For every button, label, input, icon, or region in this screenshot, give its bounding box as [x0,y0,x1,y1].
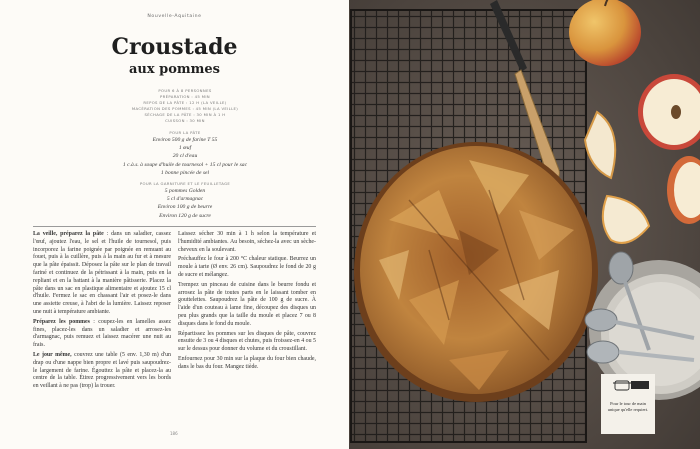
instruction-paragraph: Répartissez les pommes sur les disques de pâte, couvrez ensuite de 3 ou 4 disques et chutes, puis froissez-en 4 ou 5 sur le dessus pour donner du volume et du croustillant. [178,330,316,353]
photo-caption: Pour le tour de main unique qu'elle requiert. [607,401,649,412]
section-label: Nouvelle-Aquitaine [147,14,202,19]
instruction-paragraph: Laissez sécher 30 min à 1 h selon la température et l'humidité ambiantes. Au besoin, séchez-la avec un sèche-cheveux en la soulevant. [178,231,316,253]
instruction-paragraph: Enfournez pour 30 min sur la plaque du four bien chaude, dans le bas du four. Mangez tiède. [178,355,316,370]
ingredient-item: 20 cl d'eau [172,153,198,160]
page-subtitle: aux pommes [128,62,220,77]
ingredient-item: Environ 100 g de beurre [157,204,213,211]
instruction-lead: Préparez les pommes [33,318,90,325]
info-servings: POUR 6 À 8 PERSONNES [158,88,212,93]
instruction-text: : coupez-les en lamelles assez fines, placez-les dans un saladier et arrosez-les d'armagnac, puis remuez et laissez macérer une nuit au frais. [33,318,172,349]
ingredient-item: Environ 120 g de sucre [159,212,211,219]
right-page-photo [349,0,700,449]
apple-icon [569,0,641,66]
ingredient-item: 1 c.à.s. à soupe d'huile de tournesol + 15 cl pour le sac [122,161,248,168]
info-rest: REPOS DE LA PÂTE : 12 H (LA VEILLE) [143,100,227,105]
ingredient-item: 1 œuf [178,145,192,152]
section-divider [33,226,316,227]
instructions-column-2 [178,231,316,374]
instructions-column-1 [33,231,171,393]
info-prep: PRÉPARATION : 45 MIN [160,94,210,99]
info-drying: SÉCHAGE DE LA PÂTE : 30 MIN À 1 H [144,112,226,117]
croustade-photo [349,0,700,449]
ingredient-item: 5 cl d'armagnac [166,196,204,203]
left-page [0,0,349,449]
ingredients-filling [110,181,260,220]
instruction-paragraph: Préchauffez le four à 200 °C chaleur statique. Beurrez un moule à tarte (Ø env. 26 cm). Saupoudrez le fond de 20 g de sucre et mélangez. [178,256,316,278]
ingredient-group-label: POUR LA PÂTE [169,130,201,135]
instruction-paragraph [33,352,171,391]
info-maceration: MACÉRATION DES POMMES : 45 MIN (LA VEILLE) [131,106,239,111]
instruction-text: : dans un saladier, cassez l'œuf, ajoutez l'eau, le sel et l'huile de tournesol, puis incorporez la farine poignée par poignée en remuant au fouet, puis à la cuillère, puis à la main au fur et à mesure que la pâte épaissit. Déposez la pâte sur le plan de travail fariné et continuez de la pétrissant à la main, puis en la repliant et en la battant à la manière pâtisserie. Placez la pâte dans un sac en plastique alimentaire et ajoutez 15 cl d'huile. Fermez le sac en chassant l'air et posez-le dans une assiette creuse, à l'abri de la lumière. Laissez reposer une nuit à température ambiante. [33,231,171,315]
info-cooking: CUISSON : 30 MIN [165,118,205,123]
page-number: 186 [170,431,178,436]
ingredient-item: 5 pommes Golden [164,188,206,194]
ingredient-group-label: POUR LA GARNITURE ET LE FEUILLETAGE [139,181,231,186]
ingredient-item: Environ 500 g de farine T 55 [152,137,218,143]
instruction-lead: La veille, préparez la pâte [33,231,104,237]
recipe-info [110,88,260,124]
croustade-pie [354,142,598,402]
instruction-paragraph [33,231,171,317]
instruction-lead: Le jour même, [33,351,72,358]
ingredients-dough [110,130,260,177]
instruction-paragraph: Trempez un pinceau de cuisine dans le beurre fondu et arrosez la pâte de toutes parts en le laissant tomber en gouttelettes. Saupoudrez la pâte de 100 g de sucre. À l'aide d'un couteau à lame fine, découpez des disques un peu plus grands que la taille du moule et placez 7 ou 8 disques dans le fond du moule. [178,281,316,327]
instruction-paragraph [33,319,171,350]
instruction-text: couvrez une table (5 env. 1,30 m) d'un drap ou d'une nappe bien propre et lavé puis saupoudrez-le largement de farine. Égouttez la pâte et placez-la au centre de la table. Étirez progressivement vers les bords en veillant à ne pas (trop) la trouer. [33,351,171,390]
ingredient-item: 1 bonne pincée de sel [160,169,210,176]
page-title: Croustade [111,34,238,60]
